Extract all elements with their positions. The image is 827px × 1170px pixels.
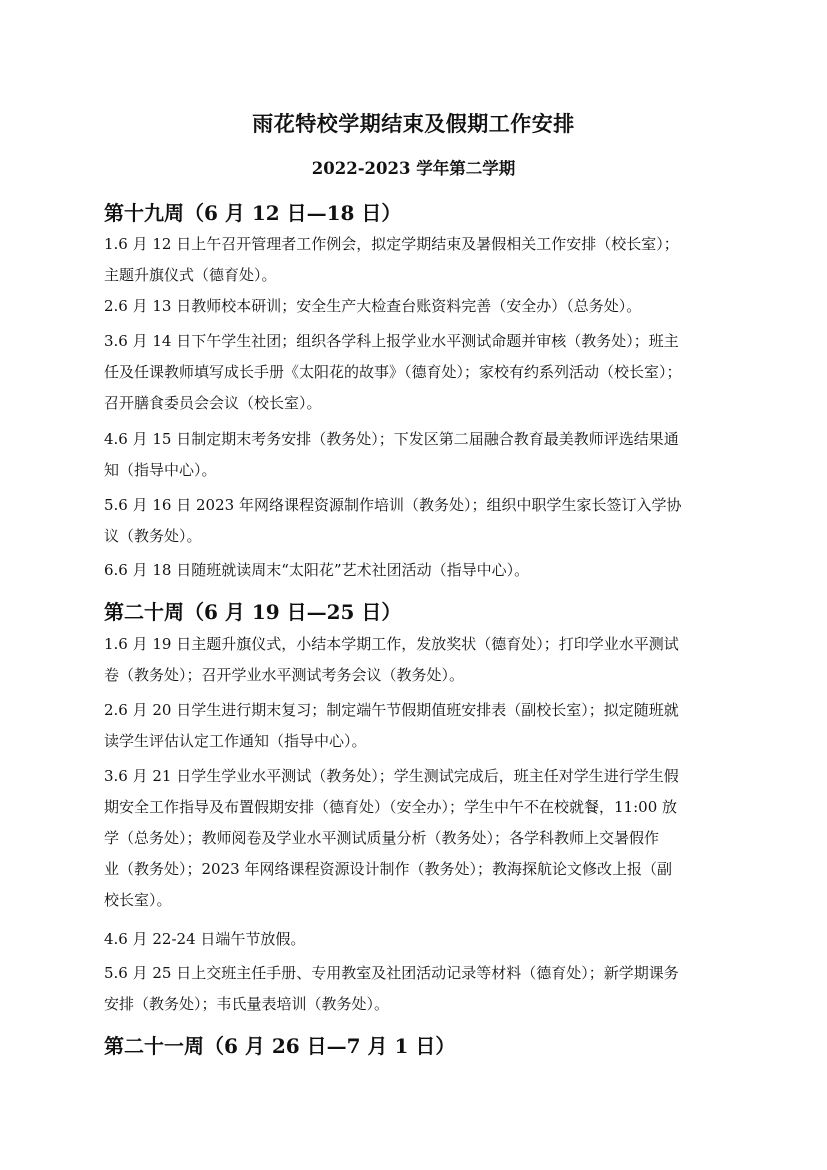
item-line: 6.6 月 18 日随班就读周末“太阳花”艺术社团活动（指导中心）。 [104, 561, 530, 579]
list-item [104, 326, 724, 419]
item-line: 2.6 月 20 日学生进行期末复习；制定端午节假期值班安排表（副校长室）；拟定随班就 [104, 701, 679, 719]
item-line: 3.6 月 14 日下午学生社团；组织各学科上报学业水平测试命题并审核（教务处）；班主 [104, 332, 679, 350]
item-line: 学（总务处）；教师阅卷及学业水平测试质量分析（教务处）；各学科教师上交暑假作 [104, 829, 660, 847]
list-item [104, 424, 724, 486]
list-item [104, 958, 724, 1020]
document-title: 雨花特校学期结束及假期工作安排 [252, 111, 575, 136]
item-line: 5.6 月 25 日上交班主任手册、专用教室及社团活动记录等材料（德育处）；新学期课务 [104, 964, 679, 982]
list-item [104, 695, 724, 757]
list-item [104, 761, 724, 916]
item-line: 知（指导中心）。 [104, 461, 217, 479]
item-line: 4.6 月 15 日制定期末考务安排（教务处）；下发区第二届融合教育最美教师评选结果通 [104, 430, 679, 448]
item-line: 任及任课教师填写成长手册《太阳花的故事》（德育处）；家校有约系列活动（校长室）； [104, 363, 682, 381]
item-line: 安排（教务处）；韦氏量表培训（教务处）。 [104, 995, 390, 1013]
item-line: 卷（教务处）；召开学业水平测试考务会议（教务处）。 [104, 666, 465, 684]
item-line: 议（教务处）。 [104, 527, 202, 545]
list-item [104, 924, 724, 955]
week-heading: 第二十一周（6 月 26 日—7 月 1 日） [104, 1034, 456, 1058]
item-line: 3.6 月 21 日学生学业水平测试（教务处）；学生测试完成后，班主任对学生进行学生假 [104, 767, 679, 785]
item-line: 读学生评估认定工作通知（指导中心）。 [104, 732, 367, 750]
item-line: 5.6 月 16 日 2023 年网络课程资源制作培训（教务处）；组织中职学生家长签订入学协 [104, 496, 682, 514]
list-item [104, 629, 724, 691]
week-heading: 第二十周（6 月 19 日—25 日） [104, 600, 402, 624]
item-line: 4.6 月 22-24 日端午节放假。 [104, 930, 306, 948]
item-line: 校长室）。 [104, 891, 172, 909]
document-subtitle: 2022-2023 学年第二学期 [311, 159, 516, 178]
item-line: 2.6 月 13 日教师校本研训；安全生产大检查台账资料完善（安全办）（总务处）。 [104, 297, 642, 315]
item-line: 主题升旗仪式（德育处）。 [104, 266, 277, 284]
item-line: 1.6 月 12 日上午召开管理者工作例会，拟定学期结束及暑假相关工作安排（校长室）； [104, 235, 679, 253]
list-item [104, 555, 724, 586]
list-item [104, 291, 724, 322]
list-item [104, 229, 724, 291]
item-line: 召开膳食委员会会议（校长室）。 [104, 394, 322, 412]
list-item [104, 490, 724, 552]
item-line: 1.6 月 19 日主题升旗仪式，小结本学期工作，发放奖状（德育处）；打印学业水平测试 [104, 635, 679, 653]
item-line: 业（教务处）；2023 年网络课程资源设计制作（教务处）；教海探航论文修改上报（副 [104, 860, 672, 878]
item-line: 期安全工作指导及布置假期安排（德育处）（安全办）；学生中午不在校就餐，11:00 放 [104, 798, 677, 816]
week-heading: 第十九周（6 月 12 日—18 日） [104, 201, 402, 225]
